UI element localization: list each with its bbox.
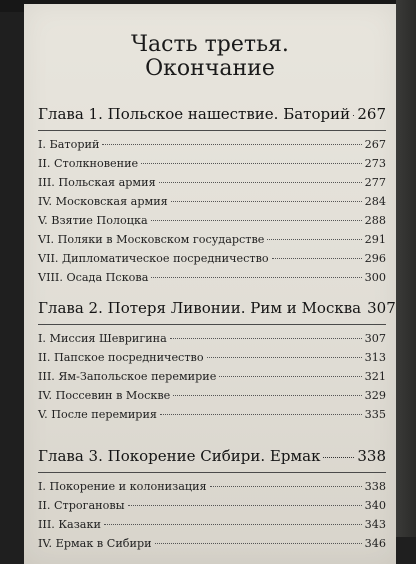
entry-title: I. Баторий [38,138,100,151]
chapter-page-number: 338 [357,447,386,465]
dot-leader [210,486,362,487]
toc-entry [38,271,386,290]
toc-entry [38,214,386,233]
dot-leader [219,376,361,377]
toc-entry [38,499,386,518]
chapter-3 [38,447,386,556]
entry-page-number: 338 [364,480,386,493]
entry-title: II. Столкновение [38,157,139,170]
entry-page-number: 291 [364,233,386,246]
dot-leader [160,414,362,415]
entry-title: IV. Поссевин в Москве [38,389,171,402]
chapter-heading [38,105,386,127]
entry-page-number: 284 [364,195,386,208]
entry-page-number: 321 [364,370,386,383]
dot-leader [159,182,362,183]
entry-page-number: 273 [364,157,386,170]
dot-leader [323,457,354,458]
toc-entry [38,537,386,556]
dot-leader [272,258,362,259]
entry-page-number: 340 [364,499,386,512]
chapter-page-number: 267 [357,105,386,123]
chapter-heading [38,299,396,321]
entry-title: VIII. Осада Пскова [38,271,149,284]
dot-leader [104,524,362,525]
entry-page-number: 296 [364,252,386,265]
entry-title: II. Папское посредничество [38,351,204,364]
part-title-line-2: Окончание [145,56,275,81]
entry-title: VI. Поляки в Московском государстве [38,233,265,246]
book-page [24,4,396,564]
toc-entry [38,389,386,408]
chapter-title: Глава 2. Потеря Ливонии. Рим и Москва [38,299,362,317]
toc-entry [38,332,386,351]
chapter-heading [38,447,386,469]
entry-page-number: 277 [364,176,386,189]
dot-leader [267,239,361,240]
entry-title: V. После перемирия [38,408,157,421]
entry-title: VII. Дипломатическое посредничество [38,252,269,265]
dot-leader [102,144,361,145]
part-title-line-1: Часть третья. [131,32,289,57]
toc-entry [38,233,386,252]
toc-entry [38,252,386,271]
entry-page-number: 288 [364,214,386,227]
entry-title: IV. Московская армия [38,195,168,208]
toc-entry [38,176,386,195]
divider-rule [38,324,386,325]
dot-leader [141,163,361,164]
entry-page-number: 343 [364,518,386,531]
dot-leader [207,357,362,358]
entry-page-number: 346 [364,537,386,550]
chapter-2 [38,299,396,427]
dot-leader [171,201,362,202]
toc-entry [38,138,386,157]
toc-entry [38,370,386,389]
dot-leader [151,277,361,278]
divider-rule [38,130,386,131]
entry-page-number: 313 [364,351,386,364]
entry-page-number: 335 [364,408,386,421]
toc-entry [38,518,386,537]
entry-title: III. Казаки [38,518,101,531]
toc-entry [38,351,386,370]
entry-title: I. Покорение и колонизация [38,480,207,493]
dot-leader [353,115,354,116]
entry-title: III. Польская армия [38,176,156,189]
entry-title: II. Строгановы [38,499,125,512]
dot-leader [151,220,362,221]
entry-page-number: 267 [364,138,386,151]
chapter-title: Глава 1. Польское нашествие. Баторий [38,105,351,123]
page-edge-shadow [396,0,416,537]
entry-page-number: 300 [364,271,386,284]
entry-title: III. Ям-Запольское перемирие [38,370,217,383]
entry-title: I. Миссия Шевригина [38,332,167,345]
divider-rule [38,472,386,473]
toc-entry [38,408,386,427]
toc-entry [38,480,386,499]
entry-title: V. Взятие Полоцка [38,214,148,227]
chapter-1 [38,105,386,290]
dot-leader [155,543,362,544]
entry-page-number: 307 [364,332,386,345]
dot-leader [173,395,361,396]
entry-page-number: 329 [364,389,386,402]
toc-entry [38,195,386,214]
entry-title: IV. Ермак в Сибири [38,537,152,550]
chapter-title: Глава 3. Покорение Сибири. Ермак [38,447,321,465]
dot-leader [128,505,362,506]
chapter-page-number: 307 [367,299,396,317]
toc-entry [38,157,386,176]
dot-leader [170,338,362,339]
